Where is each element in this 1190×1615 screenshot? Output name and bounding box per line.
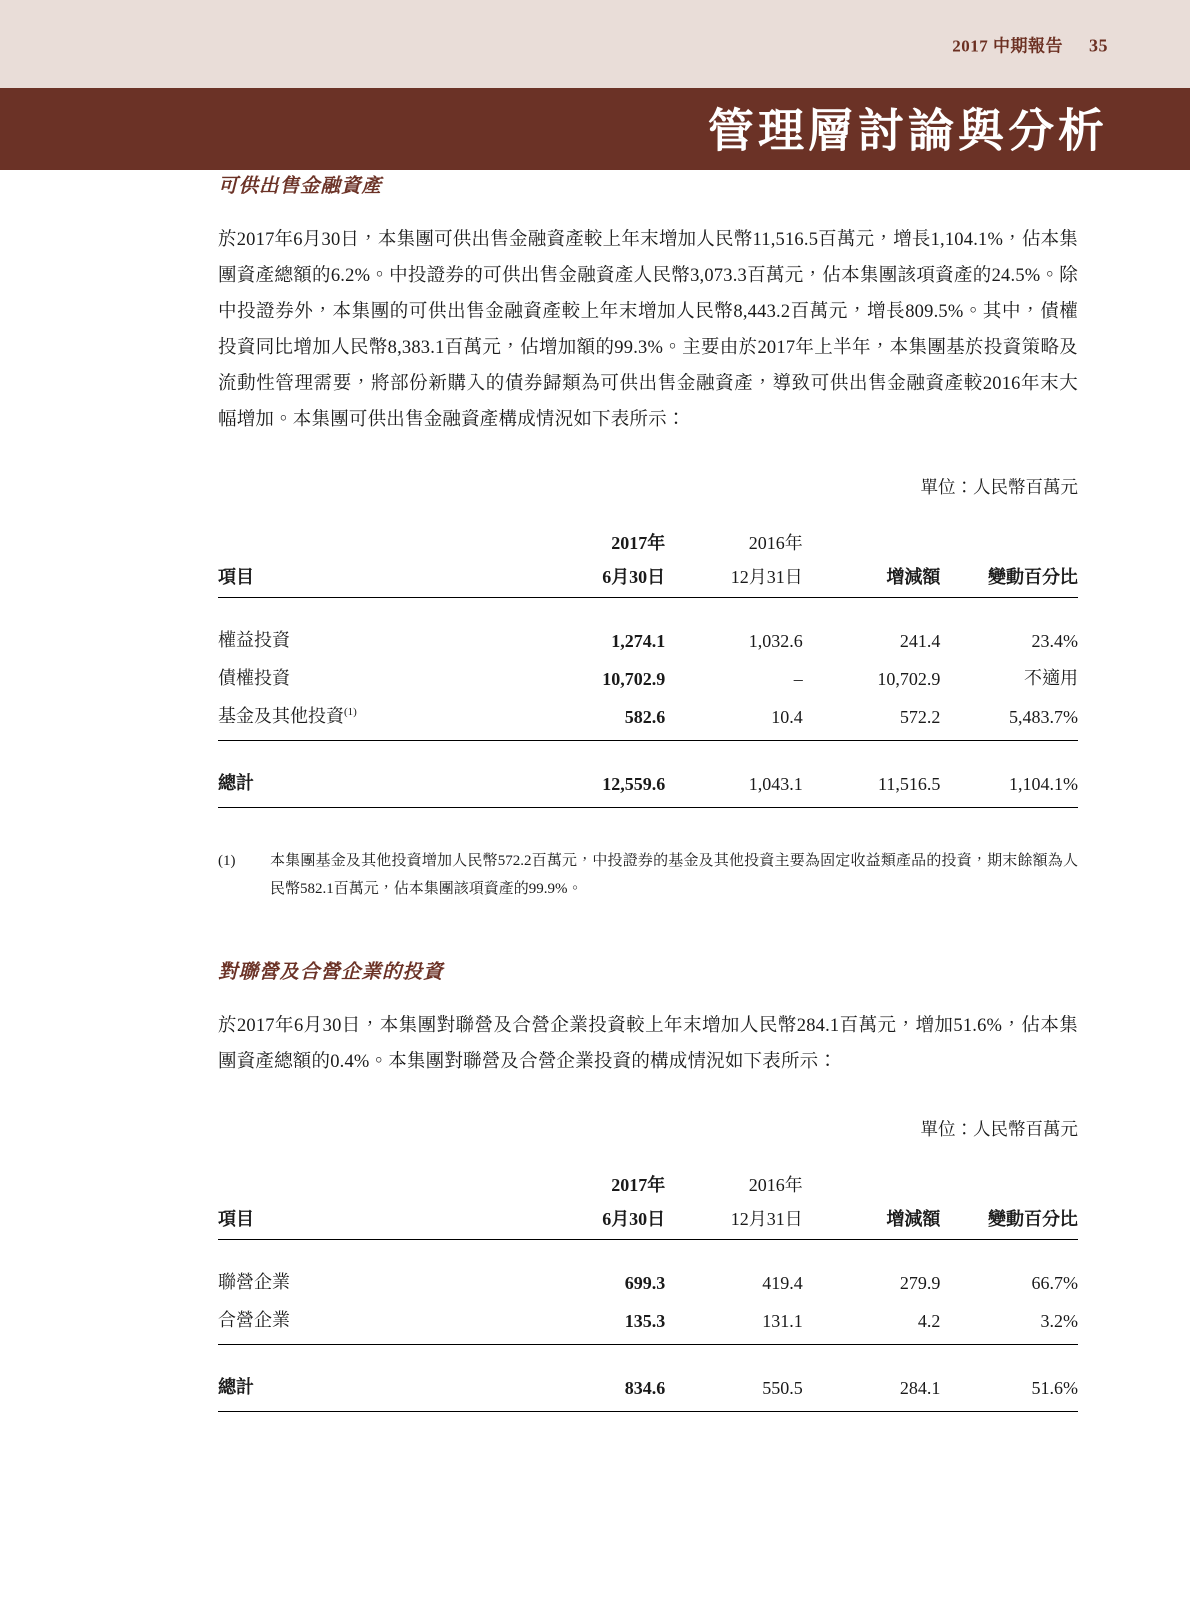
footnote-text: 本集團基金及其他投資增加人民幣572.2百萬元，中投證券的基金及其他投資主要為固定收益類產品的投資，期末餘額為人民幣582.1百萬元，佔本集團該項資產的99.9%。 — [270, 853, 1078, 898]
column-header-2017-date: 6月30日 — [528, 1197, 666, 1240]
section-associates-joint-ventures — [218, 956, 1078, 1412]
row-label: 權益投資 — [218, 630, 290, 651]
cell-change: 10,702.9 — [877, 669, 941, 690]
table-row — [218, 598, 1078, 653]
column-header-item: 項目 — [218, 1197, 528, 1240]
column-header-change: 增減額 — [803, 1197, 941, 1240]
cell-2017: 10,702.9 — [602, 669, 666, 690]
column-header-pct-blank — [940, 1167, 1078, 1197]
column-header-2017-year: 2017年 — [611, 1175, 666, 1195]
cell-change: 572.2 — [803, 690, 941, 741]
table-footnote — [218, 848, 1078, 904]
running-head — [952, 32, 1108, 57]
row-label: 聯營企業 — [218, 1272, 290, 1292]
column-header-2017-year: 2017年 — [611, 533, 666, 554]
column-header-change: 增減額 — [803, 555, 941, 598]
total-2016: 550.5 — [665, 1345, 803, 1412]
total-label: 總計 — [218, 741, 528, 808]
column-header-percent-change: 變動百分比 — [940, 555, 1078, 598]
footnote-marker: (1) — [344, 706, 357, 719]
column-header-percent-change: 變動百分比 — [940, 1197, 1078, 1240]
total-percent: 1,104.1% — [940, 741, 1078, 808]
total-percent: 51.6% — [940, 1345, 1078, 1412]
row-label: 債權投資 — [218, 668, 290, 689]
table-total-row — [218, 741, 1078, 808]
column-header-pct-blank — [940, 525, 1078, 555]
column-header-item: 項目 — [218, 555, 528, 598]
cell-2016: 419.4 — [762, 1273, 803, 1293]
financial-table-afs — [218, 525, 1078, 808]
table-row — [218, 1240, 1078, 1295]
cell-percent: 3.2% — [940, 1294, 1078, 1345]
page-content — [218, 170, 1078, 1412]
table-row — [218, 1294, 1078, 1345]
cell-percent: 5,483.7% — [940, 690, 1078, 741]
table-row — [218, 690, 1078, 741]
total-label: 總計 — [218, 1345, 528, 1412]
footnote-mark: (1) — [218, 853, 236, 870]
section-heading: 對聯營及合營企業的投資 — [218, 959, 444, 983]
table-unit-label: 單位：人民幣百萬元 — [920, 1119, 1078, 1139]
financial-table-associates — [218, 1167, 1078, 1412]
cell-2017: 582.6 — [528, 690, 666, 741]
cell-change: 4.2 — [803, 1294, 941, 1345]
section-heading: 可供出售金融資產 — [218, 174, 383, 197]
cell-2016: – — [793, 669, 803, 690]
cell-2016: 1,032.6 — [748, 631, 803, 652]
cell-percent: 23.4% — [1031, 631, 1078, 652]
cell-2017: 135.3 — [528, 1294, 666, 1345]
section-paragraph: 於2017年6月30日，本集團對聯營及合營企業投資較上年末增加人民幣284.1百萬元，增加51.6%，佔本集團資產總額的0.4%。本集團對聯營及合營企業投資的構成情況如下表所示： — [218, 1015, 1078, 1072]
column-header-change-blank — [803, 525, 941, 555]
table-unit-label: 單位：人民幣百萬元 — [920, 477, 1078, 498]
cell-change: 279.9 — [899, 1273, 941, 1293]
column-header-2016-year: 2016年 — [748, 533, 803, 554]
column-header-2016-year: 2016年 — [748, 1175, 803, 1195]
row-label: 基金及其他投資$^{(1)}$ — [218, 690, 528, 741]
section-paragraph: 於2017年6月30日，本集團可供出售金融資產較上年末增加人民幣11,516.5百萬元，增長1,104.1%，佔本集團資產總額的6.2%。中投證券的可供出售金融資產人民幣3,073.3百萬元，佔本集團該項資產的24.5%。除中投證券外，本集團的可供出售金融資產較上年末增加人民幣8,443.2百萬元，增長809.5%。其中，債權投資同比增加人民幣8,383.1百萬元，佔增加額的99.3%。主要由於2017年上半年，本集團基於投資策略及流動性管理需要，將部份新購入的債券歸類為可供出售金融資產，導致可供出售金融資產較2016年末大幅增加。本集團可供出售金融資產構成情況如下表所示： — [218, 230, 1078, 431]
cell-change: 241.4 — [899, 631, 941, 652]
total-change: 11,516.5 — [803, 741, 941, 808]
total-2017: 834.6 — [528, 1345, 666, 1412]
cell-percent: 不適用 — [1024, 668, 1078, 689]
total-change: 284.1 — [803, 1345, 941, 1412]
section-available-for-sale-assets — [218, 170, 1078, 904]
table-body — [218, 598, 1078, 808]
page-number: 35 — [1089, 35, 1108, 56]
column-header-item-blank — [218, 525, 528, 555]
column-header-2016-date: 12月31日 — [665, 1197, 803, 1240]
table-header-row-1 — [218, 525, 1078, 555]
row-label: 合營企業 — [218, 1294, 528, 1345]
table-header-row-2 — [218, 1197, 1078, 1240]
table-total-row — [218, 1345, 1078, 1412]
table-body — [218, 1240, 1078, 1412]
page-title: 管理層討論與分析 — [708, 103, 1108, 158]
page-title-band — [0, 88, 1190, 170]
cell-percent: 66.7% — [1031, 1273, 1078, 1293]
total-2017: 12,559.6 — [528, 741, 666, 808]
total-2016: 1,043.1 — [665, 741, 803, 808]
page-header-band — [0, 0, 1190, 88]
cell-2016: 131.1 — [665, 1294, 803, 1345]
column-header-2016-date: 12月31日 — [665, 555, 803, 598]
table-head — [218, 525, 1078, 598]
column-header-item-blank — [218, 1167, 528, 1197]
table-row — [218, 652, 1078, 690]
table-header-row-2 — [218, 555, 1078, 598]
column-header-2017-date: 6月30日 — [528, 555, 666, 598]
cell-2017: 699.3 — [624, 1273, 666, 1293]
running-head-text: 2017 中期報告 — [952, 36, 1063, 56]
cell-2017: 1,274.1 — [611, 631, 666, 652]
table-head — [218, 1167, 1078, 1240]
table-header-row-1 — [218, 1167, 1078, 1197]
cell-2016: 10.4 — [665, 690, 803, 741]
column-header-change-blank — [803, 1167, 941, 1197]
